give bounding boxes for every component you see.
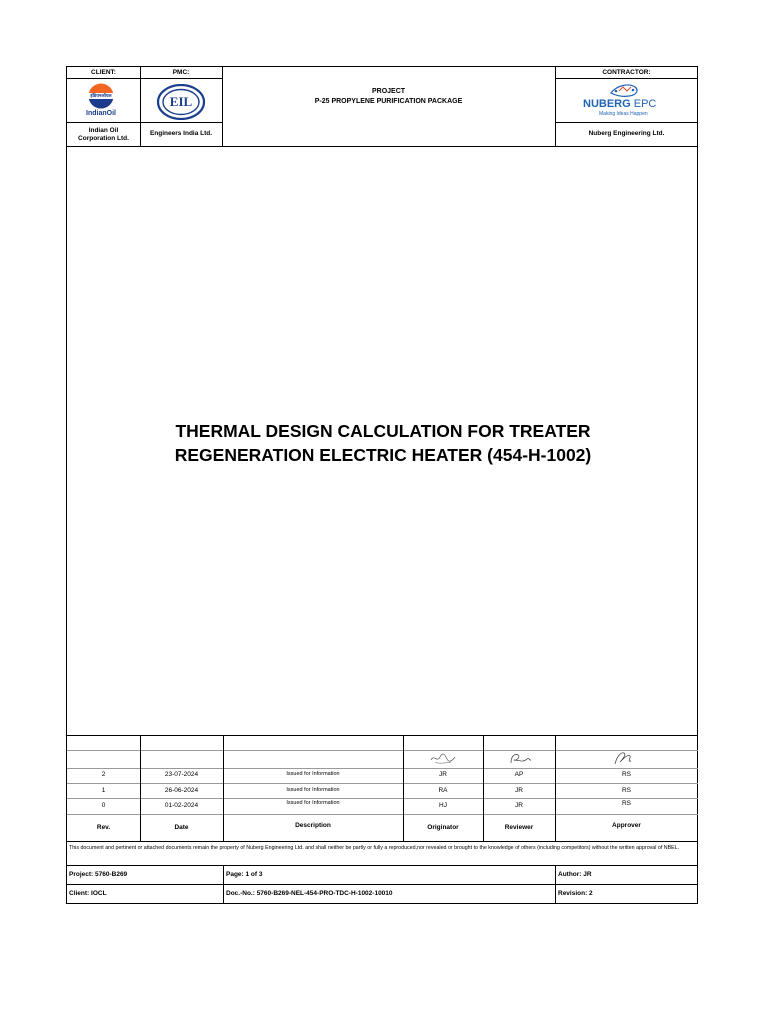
disclaimer-bottom-line <box>67 865 698 866</box>
revision-header-approver: Approver <box>612 822 641 829</box>
approver-signature-icon <box>611 750 635 768</box>
footer-author: Author: JR <box>558 871 592 878</box>
revision-row-0-rev: 0 <box>101 802 106 809</box>
document-title-line1: THERMAL DESIGN CALCULATION FOR TREATER <box>175 421 591 441</box>
nuberg-logo-tagline: Making Ideas Happen <box>599 111 648 117</box>
revision-header-description: Description <box>295 822 331 829</box>
header-logo-divider <box>67 122 222 123</box>
revision-row-0-reviewer: JR <box>515 802 523 809</box>
nuberg-logo-text <box>583 98 679 111</box>
revision-header-date: Date <box>174 824 189 831</box>
disclaimer-text: This document and pertinent or attached documents remain the property of Nuberg Engineering Ltd. and shall neither be partly or fully a reproduced,nor revealed or brought to the knowledge of others (including competitors) without the written approval of NBEL. <box>69 845 680 851</box>
revision-row-1-reviewer: JR <box>515 787 523 794</box>
nuberg-logo-suffix: EPC <box>633 98 657 110</box>
footer-client: Client: IOCL <box>69 890 107 897</box>
project-name: P-25 PROPYLENE PURIFICATION PACKAGE <box>314 98 463 105</box>
revision-table-line-5 <box>67 814 698 815</box>
revision-row-0-date: 01-02-2024 <box>164 802 199 809</box>
footer-col-divider-1 <box>223 865 224 904</box>
contractor-name: Nuberg Engineering Ltd. <box>588 130 665 137</box>
revision-row-2-approver: RS <box>621 771 632 778</box>
revision-row-1-rev: 1 <box>101 787 106 794</box>
revision-table-line-4 <box>67 798 698 799</box>
document-title-line2: REGENERATION ELECTRIC HEATER (454-H-1002) <box>174 445 592 465</box>
footer-doc-no: Doc.-No.: 5760-B269-NEL-454-PRO-TDC-H-1002-10010 <box>226 890 393 897</box>
header-bottom-line <box>67 146 698 147</box>
revision-row-1-description: Issued for Information <box>286 787 340 793</box>
footer-project: Project: 5760-B269 <box>69 871 128 878</box>
revision-row-2-reviewer: AP <box>514 771 524 778</box>
indianoil-logo <box>79 82 123 120</box>
indianoil-logo-hindi: इंडियनऑयल <box>90 93 112 98</box>
revision-row-2-originator: JR <box>439 771 447 778</box>
revision-row-0-approver: RS <box>621 800 632 807</box>
revision-table-line-2 <box>67 768 698 769</box>
header-logo-divider-right <box>555 122 698 123</box>
client-label: CLIENT: <box>91 69 116 76</box>
eil-logo-text: EIL <box>169 94 193 109</box>
revision-row-1-originator: RA <box>438 787 448 794</box>
pmc-name: Engineers India Ltd. <box>149 130 213 137</box>
revision-row-2-rev: 2 <box>101 771 106 778</box>
pmc-label: PMC: <box>172 69 190 76</box>
header-label-divider <box>67 78 222 79</box>
document-sheet <box>66 66 698 904</box>
revision-header-reviewer: Reviewer <box>504 824 534 831</box>
contractor-label: CONTRACTOR: <box>602 69 651 76</box>
revision-table-top <box>67 735 698 736</box>
project-label: PROJECT <box>371 88 406 95</box>
nuberg-logo-name: NUBERG <box>583 98 631 110</box>
revision-table-line-3 <box>67 783 698 784</box>
footer-page: Page: 1 of 3 <box>226 871 263 878</box>
client-name <box>67 127 140 143</box>
footer-col-divider-2 <box>555 865 556 904</box>
revision-row-2-description: Issued for Information <box>286 771 340 777</box>
revision-row-0-originator: HJ <box>439 802 447 809</box>
header-label-divider-right <box>555 78 698 79</box>
footer-revision: Revision: 2 <box>558 890 593 897</box>
revision-row-1-date: 26-06-2024 <box>164 787 199 794</box>
revision-table-line-1 <box>67 750 698 751</box>
revision-row-0-description: Issued for Information <box>286 800 340 806</box>
revision-header-originator: Originator <box>427 824 459 831</box>
document-title <box>67 419 699 467</box>
revision-table-bottom <box>67 841 698 842</box>
revision-header-rev: Rev. <box>96 824 111 831</box>
nuberg-logo <box>579 81 679 121</box>
eil-logo <box>156 84 206 120</box>
client-name-line2: Corporation Ltd. <box>78 135 129 142</box>
indianoil-logo-brand: IndianOil <box>86 110 116 117</box>
revision-row-2-date: 23-07-2024 <box>164 771 199 778</box>
footer-middle-line <box>67 884 698 885</box>
revision-row-1-approver: RS <box>621 787 632 794</box>
originator-signature-icon <box>429 751 457 767</box>
client-name-line1: Indian Oil <box>88 127 119 134</box>
reviewer-signature-icon <box>507 751 533 767</box>
